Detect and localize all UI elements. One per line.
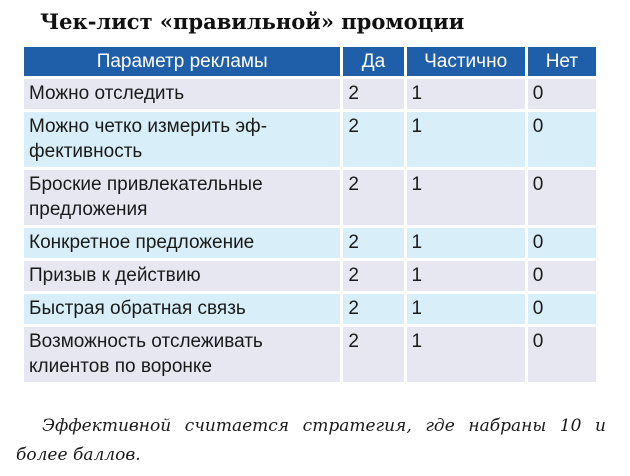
partial-score-cell: 1 (407, 79, 525, 109)
column-header-param: Параметр рекламы (24, 47, 340, 76)
param-cell: Можно четко измерить эф- фективность (24, 112, 340, 167)
column-header-no: Нет (528, 47, 596, 76)
partial-score-cell: 1 (407, 261, 525, 291)
yes-score-cell: 2 (343, 170, 403, 225)
param-cell: Быстрая обратная связь (24, 294, 340, 324)
param-cell: Призыв к действию (24, 261, 340, 291)
no-score-cell: 0 (528, 228, 596, 258)
partial-score-cell: 1 (407, 170, 525, 225)
checklist-table (21, 44, 599, 385)
footnote-text: Эффективной считается стратегия, где набраны 10 и более баллов. (16, 416, 606, 465)
no-score-cell: 0 (528, 79, 596, 109)
table-row (24, 112, 596, 167)
partial-score-cell: 1 (407, 112, 525, 167)
yes-score-cell: 2 (343, 327, 403, 382)
yes-score-cell: 2 (343, 228, 403, 258)
table-header-row (24, 47, 596, 76)
partial-score-cell: 1 (407, 228, 525, 258)
no-score-cell: 0 (528, 170, 596, 225)
param-cell: Можно отследить (24, 79, 340, 109)
no-score-cell: 0 (528, 261, 596, 291)
table-row (24, 228, 596, 258)
table-row (24, 261, 596, 291)
no-score-cell: 0 (528, 112, 596, 167)
table-row (24, 294, 596, 324)
table-row (24, 79, 596, 109)
yes-score-cell: 2 (343, 112, 403, 167)
param-cell: Возможность отслеживать клиентов по воронке (24, 327, 340, 382)
column-header-yes: Да (343, 47, 403, 76)
table-row (24, 327, 596, 382)
partial-score-cell: 1 (407, 327, 525, 382)
yes-score-cell: 2 (343, 79, 403, 109)
param-cell: Конкретное предложение (24, 228, 340, 258)
table-row (24, 170, 596, 225)
yes-score-cell: 2 (343, 294, 403, 324)
column-header-partial: Частично (407, 47, 525, 76)
no-score-cell: 0 (528, 327, 596, 382)
document-title: Чек-лист «правильной» промоции (40, 9, 465, 34)
no-score-cell: 0 (528, 294, 596, 324)
partial-score-cell: 1 (407, 294, 525, 324)
yes-score-cell: 2 (343, 261, 403, 291)
param-cell: Броские привлекательные предложения (24, 170, 340, 225)
